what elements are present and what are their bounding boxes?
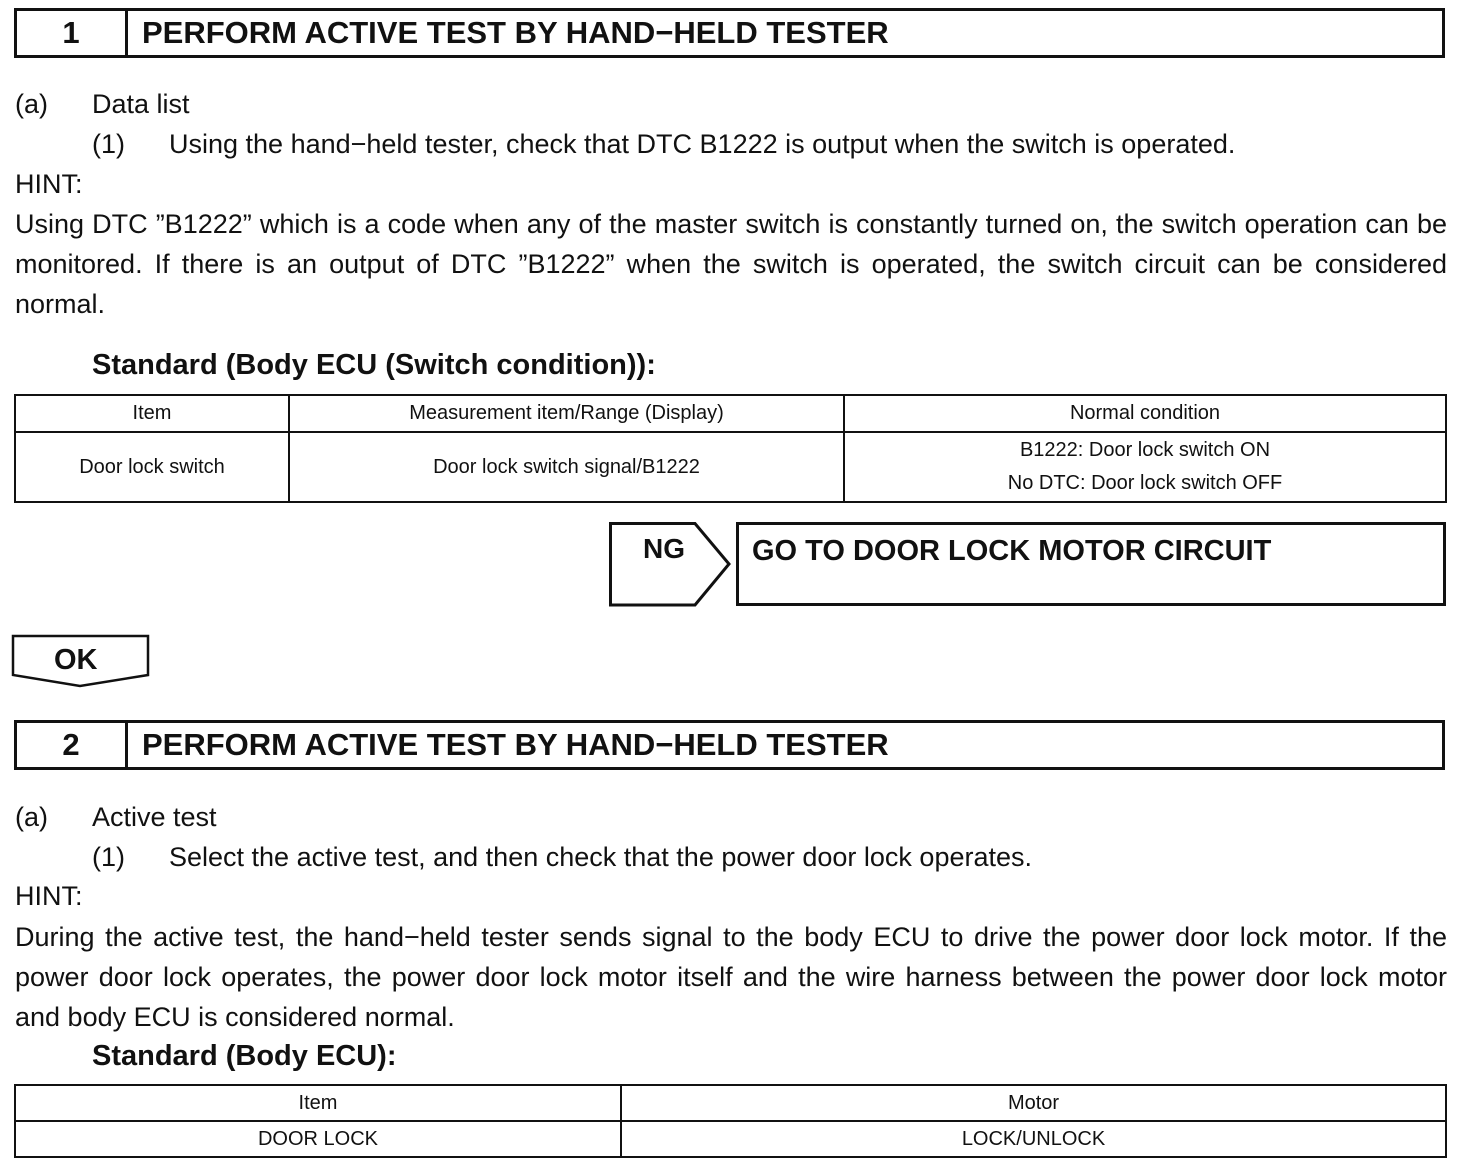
step-1-hint-text: Using DTC ”B1222” which is a code when any of the master switch is constantly turned on, the switch operation can be monitored. If there is an output of DTC ”B1222” when the switch is operated, the switch circuit can be considered normal. xyxy=(15,209,1447,319)
table-row xyxy=(15,432,1446,502)
step-1-number: 1 xyxy=(17,11,128,55)
step-2-sub-a-label: (a) xyxy=(15,802,48,832)
header-item: Item xyxy=(15,1085,621,1121)
cell-item: Door lock switch xyxy=(15,432,289,502)
ng-branch-arrow xyxy=(609,522,733,613)
step-2-sub-1-label: (1) xyxy=(92,842,125,872)
ng-target-text: GO TO DOOR LOCK MOTOR CIRCUIT xyxy=(752,535,1272,567)
step-2-title: PERFORM ACTIVE TEST BY HAND−HELD TESTER xyxy=(142,727,889,762)
cell-item: DOOR LOCK xyxy=(15,1121,621,1157)
step-1-sub-a-text: Data list xyxy=(92,89,190,119)
ng-target-box xyxy=(736,522,1446,606)
step-2-hint-label: HINT: xyxy=(15,881,83,911)
cell-motor: LOCK/UNLOCK xyxy=(621,1121,1446,1157)
step-2-standard-table xyxy=(14,1084,1447,1158)
step-2-sub-1-text: Select the active test, and then check that the power door lock operates. xyxy=(169,842,1033,872)
step-2-number: 2 xyxy=(17,723,128,767)
step-1-hint-label: HINT: xyxy=(15,169,83,199)
step-2-standard-title: Standard (Body ECU): xyxy=(92,1040,397,1072)
step-1-standard-title: Standard (Body ECU (Switch condition)): xyxy=(92,349,656,381)
ok-label: OK xyxy=(54,644,98,676)
step-2-sub-a-text: Active test xyxy=(92,802,217,832)
normal-condition-line-2: No DTC: Door lock switch OFF xyxy=(1007,472,1283,494)
header-item: Item xyxy=(15,395,289,432)
step-1-standard-table xyxy=(14,394,1447,503)
table-row xyxy=(15,1121,1446,1157)
step-1-sub-a-label: (a) xyxy=(15,89,48,119)
step-1-sub-1-text: Using the hand−held tester, check that DTC B1222 is output when the switch is operated. xyxy=(169,129,1236,159)
header-measurement: Measurement item/Range (Display) xyxy=(289,395,844,432)
step-2-hint-text: During the active test, the hand−held tester sends signal to the body ECU to drive the power door lock motor. If the power door lock operates, the power door lock motor itself and the wire harness between the power door lock motor and body ECU is considered normal. xyxy=(15,922,1447,1032)
header-motor: Motor xyxy=(621,1085,1446,1121)
ok-branch-arrow xyxy=(11,634,151,695)
cell-measurement: Door lock switch signal/B1222 xyxy=(289,432,844,502)
step-2-header xyxy=(14,720,1445,770)
step-1-title: PERFORM ACTIVE TEST BY HAND−HELD TESTER xyxy=(142,15,889,50)
normal-condition-line-1: B1222: Door lock switch ON xyxy=(1019,439,1271,461)
step-1-header xyxy=(14,8,1445,58)
cell-normal-condition xyxy=(844,432,1446,502)
step-1-sub-1-label: (1) xyxy=(92,129,125,159)
table-header-row xyxy=(15,1085,1446,1121)
table-header-row xyxy=(15,395,1446,432)
ng-label: NG xyxy=(643,533,685,564)
header-normal-condition: Normal condition xyxy=(844,395,1446,432)
